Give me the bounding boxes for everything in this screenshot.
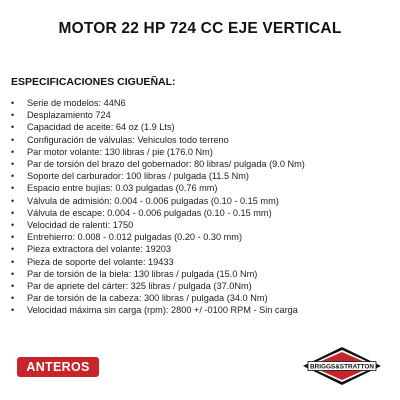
spec-item [11, 97, 396, 109]
spec-list [11, 97, 396, 317]
bullet-icon: • [11, 146, 15, 157]
bullet-icon: • [11, 220, 15, 231]
bullet-icon: • [11, 159, 15, 170]
bullet-icon: • [11, 195, 15, 206]
spec-item [11, 182, 396, 194]
spec-text: Par de torsión del brazo del gobernador: 80 libras/ pulgada (9.0 Nm) [27, 159, 305, 170]
bullet-icon: • [11, 183, 15, 194]
bullet-icon: • [11, 244, 15, 255]
spec-item [11, 292, 396, 304]
spec-text: Desplazamiento 724 [27, 110, 111, 121]
bullet-icon: • [11, 207, 15, 218]
spec-text: Configuración de válvulas: Vehiculos todo terreno [27, 134, 229, 145]
spec-item [11, 207, 396, 219]
bullet-icon: • [11, 171, 15, 182]
spec-text: Par de torsión de la biela: 130 libras / pulgada (15.0 Nm) [27, 268, 258, 279]
spec-item [11, 219, 396, 231]
bullet-icon: • [11, 134, 15, 145]
spec-text: Pieza extractora del volante: 19203 [27, 244, 172, 255]
bullet-icon: • [11, 98, 15, 108]
spec-item [11, 256, 396, 268]
spec-text: Pieza de soporte del volante: 19433 [27, 256, 174, 267]
spec-text: Capacidad de aceite: 64 oz (1.9 Lts) [27, 122, 175, 133]
bullet-icon: • [11, 293, 15, 304]
spec-item [11, 109, 396, 121]
spec-item [11, 158, 396, 170]
spec-item [11, 121, 396, 133]
spec-text: Válvula de escape: 0.004 - 0.006 pulgadas (0.10 - 0.15 mm) [27, 207, 272, 218]
spec-text: Par de apriete del cárter: 325 libras / pulgada (37.0Nm) [27, 281, 252, 292]
spec-text: Serie de modelos: 44N6 [27, 98, 126, 108]
bullet-icon: • [11, 305, 15, 316]
spec-item [11, 195, 396, 207]
spec-item [11, 243, 396, 255]
spec-text: Par motor volante: 130 libras / pie (176.0 Nm) [27, 146, 213, 157]
spec-text: Entrehierro: 0.008 - 0.012 pulgadas (0.20 - 0.30 mm) [27, 232, 243, 243]
bullet-icon: • [11, 232, 15, 243]
spec-text: Velocidad máxima sin carga (rpm): 2800 +/ -0100 RPM - Sin carga [27, 305, 298, 316]
spec-item [11, 268, 396, 280]
spec-text: Espacio entre bujías: 0.03 pulgadas (0.76 mm) [27, 183, 218, 194]
briggs-stratton-logo-icon [302, 346, 382, 386]
section-heading: ESPECIFICACIONES CIGUEÑAL: [11, 76, 176, 88]
bullet-icon: • [11, 268, 15, 279]
bullet-icon: • [11, 122, 15, 133]
brand-badge: ANTEROS [17, 357, 99, 377]
bullet-icon: • [11, 281, 15, 292]
spec-item [11, 304, 396, 316]
page-title: MOTOR 22 HP 724 CC EJE VERTICAL [58, 20, 342, 37]
spec-item [11, 146, 396, 158]
bullet-icon: • [11, 256, 15, 267]
spec-item [11, 280, 396, 292]
spec-text: Válvula de admisión: 0.004 - 0.006 pulgadas (0.10 - 0.15 mm) [27, 195, 279, 206]
spec-text: Velocidad de ralentí: 1750 [27, 220, 134, 231]
brand-logo-text: BRIGGS&STRATTON [309, 363, 375, 371]
spec-item [11, 231, 396, 243]
spec-text: Par de torsión de la cabeza: 300 libras / pulgada (34.0 Nm) [27, 293, 268, 304]
spec-text: Soporte del carburador: 100 libras / pulgada (11.5 Nm) [27, 171, 249, 182]
spec-item [11, 134, 396, 146]
spec-item [11, 170, 396, 182]
bullet-icon: • [11, 110, 15, 121]
